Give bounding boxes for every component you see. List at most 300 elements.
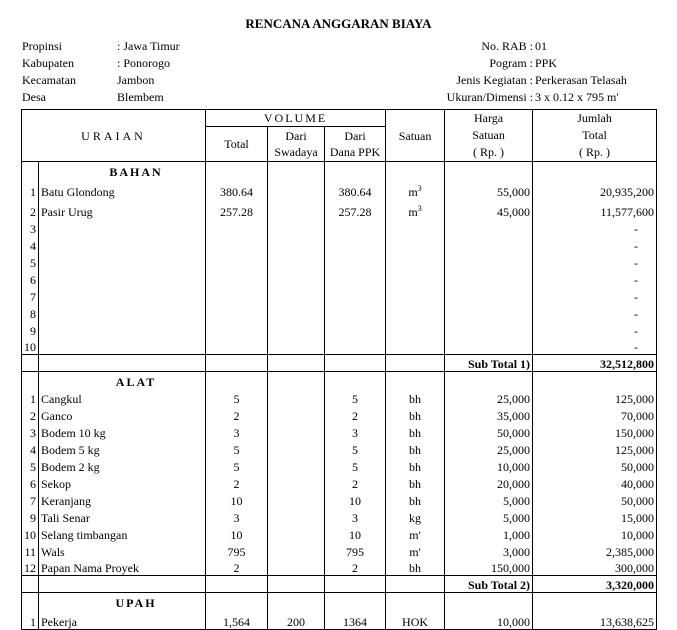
row-total: 2 [206, 406, 268, 423]
row-satuan-unit: kg [409, 510, 422, 525]
row-number: 9 [22, 508, 39, 525]
empty-cell [325, 372, 386, 389]
header-swadaya-line2: Swadaya [274, 145, 318, 159]
empty-cell [206, 162, 268, 179]
row-swadaya [268, 389, 325, 406]
empty-cell [268, 270, 325, 287]
row-ppk: 3 [325, 508, 386, 525]
empty-cell [386, 270, 445, 287]
info-label: Propinsi [22, 39, 63, 53]
section-header-upah [22, 593, 657, 610]
info-label: Desa [22, 90, 46, 104]
document-title: RENCANA ANGGARAN BIAYA [245, 16, 432, 31]
row-harga: 10,000 [445, 610, 533, 630]
row-satuan [386, 610, 445, 630]
row-name: Bodem 10 kg [39, 423, 206, 440]
budget-table [21, 109, 657, 630]
empty-cell [325, 162, 386, 179]
row-satuan [386, 199, 445, 219]
row-total: 10 [206, 491, 268, 508]
empty-cell [268, 162, 325, 179]
row-jumlah: 125,000 [533, 389, 657, 406]
table-row-empty [22, 253, 657, 270]
table-row [22, 474, 657, 491]
row-name: Keranjang [39, 491, 206, 508]
row-number: 6 [22, 474, 39, 491]
row-swadaya [268, 474, 325, 491]
subtotal-value: 3,320,000 [533, 576, 657, 593]
row-jumlah: 2,385,000 [533, 542, 657, 559]
table-row-empty [22, 338, 657, 355]
section-title: ALAT [39, 372, 206, 389]
empty-cell [386, 321, 445, 338]
row-name: Pekerja [39, 610, 206, 630]
row-swadaya [268, 559, 325, 576]
row-satuan-unit: bh [409, 561, 422, 575]
row-ppk: 380.64 [325, 179, 386, 199]
info-label: Kabupaten [22, 56, 74, 70]
table-row [22, 491, 657, 508]
row-ppk: 10 [325, 491, 386, 508]
header-total: Total [206, 127, 268, 162]
info-label: Kecamatan [22, 73, 76, 87]
row-satuan-unit: m [408, 184, 418, 199]
row-total: 5 [206, 440, 268, 457]
empty-cell [325, 287, 386, 304]
info-right-block [380, 38, 627, 106]
empty-cell [386, 253, 445, 270]
info-row [380, 38, 627, 55]
row-total: 795 [206, 542, 268, 559]
empty-cell [39, 287, 206, 304]
row-number: 1 [22, 179, 39, 199]
table-row [22, 406, 657, 423]
info-row [22, 72, 180, 89]
row-number: 10 [22, 525, 39, 542]
row-total: 1,564 [206, 610, 268, 630]
row-jumlah: - [533, 219, 657, 236]
info-row [22, 38, 180, 55]
empty-cell [325, 304, 386, 321]
table-row [22, 610, 657, 630]
row-number: 10 [22, 338, 39, 355]
empty-cell [386, 576, 445, 593]
row-ppk: 5 [325, 440, 386, 457]
info-row [22, 89, 180, 106]
row-jumlah: 13,638,625 [533, 610, 657, 630]
table-row [22, 179, 657, 199]
header-jumlah-line1: Jumlah [577, 111, 612, 125]
row-jumlah: - [533, 321, 657, 338]
empty-cell [268, 287, 325, 304]
row-satuan [386, 508, 445, 525]
info-value: Jambon [117, 73, 155, 87]
row-jumlah: 11,577,600 [533, 199, 657, 219]
row-ppk: 2 [325, 474, 386, 491]
empty-cell [325, 321, 386, 338]
row-number: 7 [22, 287, 39, 304]
row-ppk: 257.28 [325, 199, 386, 219]
row-satuan-unit: bh [409, 408, 422, 423]
row-total: 5 [206, 389, 268, 406]
row-ppk: 2 [325, 406, 386, 423]
empty-cell [206, 321, 268, 338]
row-jumlah: 150,000 [533, 423, 657, 440]
header-harga [445, 110, 533, 162]
row-swadaya [268, 440, 325, 457]
info-label: Ukuran/Dimensi : [446, 90, 533, 104]
row-ppk: 2 [325, 559, 386, 576]
row-number: 9 [22, 321, 39, 338]
empty-cell [39, 236, 206, 253]
empty-cell [445, 219, 533, 236]
row-harga: 5,000 [445, 491, 533, 508]
empty-cell [445, 270, 533, 287]
empty-cell [206, 576, 268, 593]
row-number: 11 [22, 542, 39, 559]
table-row [22, 542, 657, 559]
empty-cell [386, 287, 445, 304]
info-value: 01 [535, 39, 547, 53]
row-ppk: 5 [325, 389, 386, 406]
row-jumlah: 70,000 [533, 406, 657, 423]
empty-cell [268, 338, 325, 355]
empty-cell [268, 355, 325, 372]
empty-cell [206, 304, 268, 321]
empty-cell [325, 270, 386, 287]
row-jumlah: 50,000 [533, 457, 657, 474]
empty-cell [533, 372, 657, 389]
row-ppk: 3 [325, 423, 386, 440]
row-name: Bodem 5 kg [39, 440, 206, 457]
row-jumlah: - [533, 338, 657, 355]
row-harga: 20,000 [445, 474, 533, 491]
table-row [22, 457, 657, 474]
header-ppk [325, 127, 386, 162]
table-header [22, 110, 657, 162]
row-number: 12 [22, 559, 39, 576]
row-satuan-exponent: 3 [417, 183, 422, 193]
row-total: 257.28 [206, 199, 268, 219]
row-number: 1 [22, 610, 39, 630]
row-name: Wals [39, 542, 206, 559]
table-row-empty [22, 236, 657, 253]
row-harga: 50,000 [445, 423, 533, 440]
row-number: 7 [22, 491, 39, 508]
row-jumlah: - [533, 304, 657, 321]
empty-cell [268, 593, 325, 610]
row-satuan-unit: bh [409, 493, 422, 508]
row-jumlah: 125,000 [533, 440, 657, 457]
row-number: 2 [22, 406, 39, 423]
empty-cell [445, 372, 533, 389]
row-name: Bodem 2 kg [39, 457, 206, 474]
row-jumlah: 50,000 [533, 491, 657, 508]
empty-cell [268, 253, 325, 270]
info-value: Perkerasan Telasah [535, 73, 627, 87]
table-row-empty [22, 219, 657, 236]
row-jumlah: - [533, 287, 657, 304]
empty-cell [39, 576, 206, 593]
row-total: 2 [206, 474, 268, 491]
table-row-empty [22, 304, 657, 321]
empty-cell [206, 338, 268, 355]
empty-cell [268, 576, 325, 593]
row-satuan-unit: bh [409, 425, 422, 440]
header-harga-line1: Harga [473, 111, 504, 125]
row-harga: 10,000 [445, 457, 533, 474]
header-volume: VOLUME [206, 110, 386, 127]
empty-cell [445, 287, 533, 304]
row-number: 3 [22, 219, 39, 236]
table-row-empty [22, 321, 657, 338]
row-harga: 25,000 [445, 389, 533, 406]
row-swadaya [268, 457, 325, 474]
empty-cell [445, 236, 533, 253]
empty-cell [39, 338, 206, 355]
row-satuan-unit: bh [409, 391, 422, 406]
row-jumlah: - [533, 270, 657, 287]
empty-cell [325, 253, 386, 270]
info-left-block [22, 38, 180, 106]
empty-cell [445, 253, 533, 270]
row-name: Batu Glondong [39, 179, 206, 199]
empty-cell [22, 576, 39, 593]
header-swadaya-line1: Dari [285, 129, 307, 143]
row-swadaya [268, 508, 325, 525]
table-row [22, 440, 657, 457]
table-row-empty [22, 287, 657, 304]
info-label: No. RAB : [481, 39, 533, 53]
row-harga: 5,000 [445, 508, 533, 525]
row-satuan-unit: HOK [402, 615, 429, 629]
empty-cell [39, 253, 206, 270]
row-total: 3 [206, 508, 268, 525]
row-swadaya [268, 525, 325, 542]
row-swadaya [268, 406, 325, 423]
subtotal-row-alat [22, 576, 657, 593]
empty-cell [325, 355, 386, 372]
row-satuan [386, 474, 445, 491]
empty-cell [533, 593, 657, 610]
table-row [22, 525, 657, 542]
row-harga: 25,000 [445, 440, 533, 457]
info-row [380, 72, 627, 89]
row-name: Papan Nama Proyek [39, 559, 206, 576]
info-value: Blembem [117, 90, 164, 104]
info-label: Jenis Kegiatan : [456, 73, 533, 87]
empty-cell [206, 372, 268, 389]
row-harga: 3,000 [445, 542, 533, 559]
empty-cell [268, 219, 325, 236]
row-number: 2 [22, 199, 39, 219]
empty-cell [445, 162, 533, 179]
row-satuan [386, 491, 445, 508]
subtotal-label: Sub Total 1) [445, 355, 533, 372]
row-satuan-unit: bh [409, 442, 422, 457]
section-spacer [22, 162, 39, 179]
empty-cell [325, 338, 386, 355]
row-total: 2 [206, 559, 268, 576]
empty-cell [206, 270, 268, 287]
row-number: 5 [22, 253, 39, 270]
row-swadaya: 200 [268, 610, 325, 630]
row-harga: 35,000 [445, 406, 533, 423]
info-value: : Ponorogo [117, 56, 171, 70]
row-jumlah: 300,000 [533, 559, 657, 576]
row-total: 3 [206, 423, 268, 440]
empty-cell [445, 321, 533, 338]
empty-cell [386, 355, 445, 372]
row-satuan-unit: m' [409, 527, 421, 542]
header-swadaya [268, 127, 325, 162]
row-jumlah: 10,000 [533, 525, 657, 542]
empty-cell [386, 593, 445, 610]
empty-cell [22, 355, 39, 372]
row-jumlah: 15,000 [533, 508, 657, 525]
row-satuan-unit: m' [409, 544, 421, 559]
row-ppk: 1364 [325, 610, 386, 630]
row-jumlah: - [533, 236, 657, 253]
empty-cell [325, 576, 386, 593]
section-spacer [22, 593, 39, 610]
row-satuan [386, 423, 445, 440]
empty-cell [206, 287, 268, 304]
row-satuan-unit: bh [409, 476, 422, 491]
empty-cell [206, 236, 268, 253]
row-name: Selang timbangan [39, 525, 206, 542]
section-title: UPAH [39, 593, 206, 610]
table-row [22, 423, 657, 440]
row-name: Ganco [39, 406, 206, 423]
empty-cell [39, 304, 206, 321]
row-harga: 150,000 [445, 559, 533, 576]
row-total: 10 [206, 525, 268, 542]
row-swadaya [268, 199, 325, 219]
row-name: Tali Senar [39, 508, 206, 525]
header-jumlah-line3: ( Rp. ) [579, 145, 611, 159]
section-spacer [22, 372, 39, 389]
info-label: Pogram : [489, 56, 533, 70]
header-jumlah-line2: Total [582, 128, 607, 142]
empty-cell [445, 304, 533, 321]
header-uraian: URAIAN [22, 110, 206, 162]
empty-cell [268, 372, 325, 389]
row-number: 5 [22, 457, 39, 474]
row-satuan [386, 525, 445, 542]
row-jumlah: - [533, 253, 657, 270]
header-harga-line3: ( Rp. ) [473, 145, 505, 159]
section-header-bahan [22, 162, 657, 179]
row-satuan [386, 542, 445, 559]
row-ppk: 795 [325, 542, 386, 559]
row-name: Sekop [39, 474, 206, 491]
row-satuan [386, 406, 445, 423]
table-row [22, 389, 657, 406]
row-name: Pasir Urug [39, 199, 206, 219]
row-harga: 55,000 [445, 179, 533, 199]
empty-cell [39, 219, 206, 236]
row-satuan [386, 440, 445, 457]
table-row [22, 199, 657, 219]
empty-cell [206, 253, 268, 270]
empty-cell [268, 304, 325, 321]
empty-cell [206, 219, 268, 236]
empty-cell [445, 338, 533, 355]
row-satuan [386, 457, 445, 474]
row-swadaya [268, 423, 325, 440]
row-satuan [386, 389, 445, 406]
row-satuan-unit: bh [409, 459, 422, 474]
table-row [22, 508, 657, 525]
header-harga-line2: Satuan [472, 128, 505, 142]
header-ppk-line2: Dana PPK [329, 145, 381, 159]
info-row [380, 89, 627, 106]
subtotal-label: Sub Total 2) [445, 576, 533, 593]
row-satuan [386, 179, 445, 199]
row-number: 4 [22, 236, 39, 253]
info-row [22, 55, 180, 72]
empty-cell [386, 162, 445, 179]
row-number: 6 [22, 270, 39, 287]
subtotal-value: 32,512,800 [533, 355, 657, 372]
header-ppk-line1: Dari [344, 129, 366, 143]
empty-cell [386, 219, 445, 236]
info-value: PPK [535, 56, 558, 70]
row-swadaya [268, 179, 325, 199]
empty-cell [386, 236, 445, 253]
header-satuan: Satuan [386, 110, 445, 162]
info-row [380, 55, 627, 72]
empty-cell [268, 236, 325, 253]
row-swadaya [268, 542, 325, 559]
row-ppk: 5 [325, 457, 386, 474]
row-jumlah: 40,000 [533, 474, 657, 491]
empty-cell [268, 321, 325, 338]
empty-cell [386, 372, 445, 389]
table-body [22, 162, 657, 630]
empty-cell [325, 236, 386, 253]
empty-cell [39, 355, 206, 372]
empty-cell [39, 270, 206, 287]
subtotal-row-bahan [22, 355, 657, 372]
row-swadaya [268, 491, 325, 508]
info-value: 3 x 0.12 x 795 m' [535, 90, 619, 104]
header-jumlah [533, 110, 657, 162]
row-total: 5 [206, 457, 268, 474]
row-number: 1 [22, 389, 39, 406]
empty-cell [39, 321, 206, 338]
table-row [22, 559, 657, 576]
empty-cell [206, 593, 268, 610]
row-jumlah: 20,935,200 [533, 179, 657, 199]
row-number: 3 [22, 423, 39, 440]
empty-cell [533, 162, 657, 179]
row-satuan-unit: m [408, 204, 418, 219]
empty-cell [206, 355, 268, 372]
row-satuan [386, 559, 445, 576]
empty-cell [325, 219, 386, 236]
empty-cell [386, 338, 445, 355]
table-row-empty [22, 270, 657, 287]
section-title: BAHAN [39, 162, 206, 179]
empty-cell [445, 593, 533, 610]
row-harga: 45,000 [445, 199, 533, 219]
info-value: : Jawa Timur [117, 39, 180, 53]
row-name: Cangkul [39, 389, 206, 406]
row-total: 380.64 [206, 179, 268, 199]
row-harga: 1,000 [445, 525, 533, 542]
